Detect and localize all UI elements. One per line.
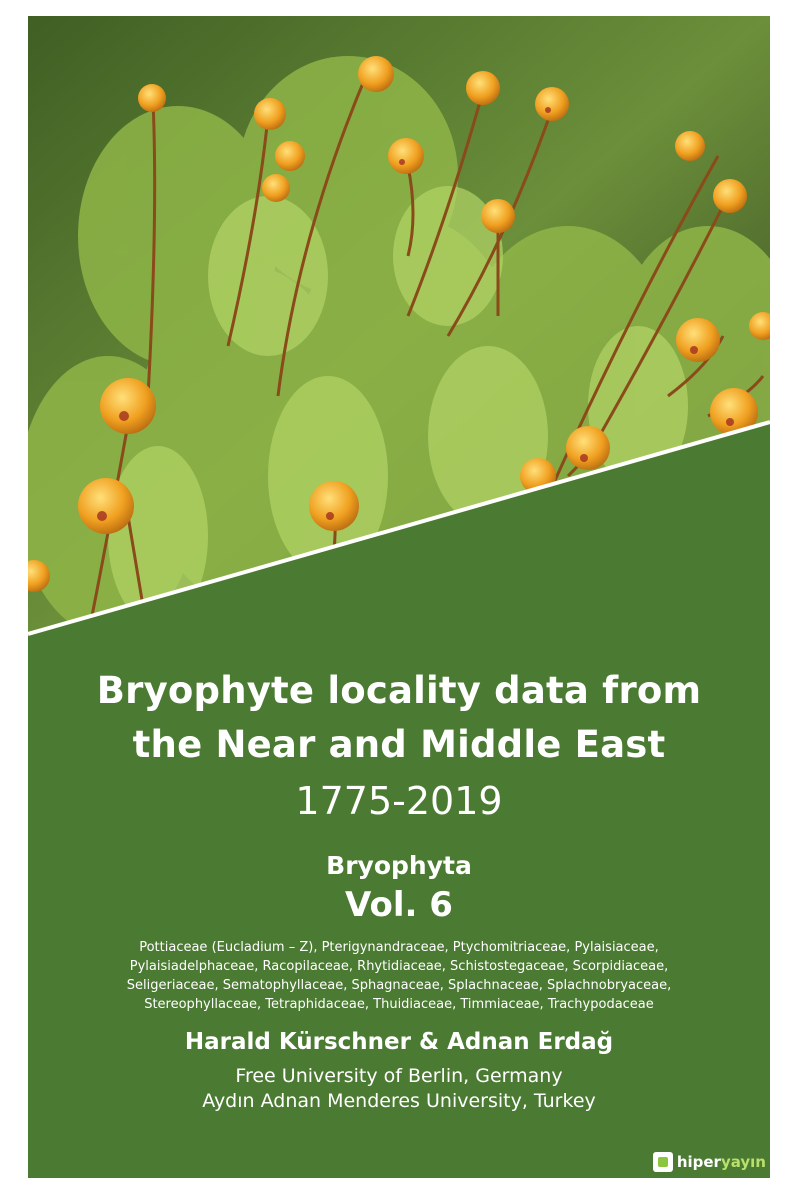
book-title xyxy=(28,664,770,772)
book-cover xyxy=(28,16,770,1178)
title-line-2: the Near and Middle East xyxy=(132,723,666,766)
publisher-icon xyxy=(653,1152,673,1172)
volume-label: Vol. 6 xyxy=(345,885,453,925)
authors: Harald Kürschner & Adnan Erdağ xyxy=(184,1029,614,1055)
publisher-logo xyxy=(653,1152,766,1172)
affiliation-2: Aydın Adnan Menderes University, Turkey xyxy=(202,1090,596,1112)
family-list-line: Pottiaceae (Eucladium – Z), Pterigynandraceae, Ptychomitriaceae, Pylaisiaceae, xyxy=(139,940,659,955)
affiliations xyxy=(28,1064,770,1114)
affiliation-1: Free University of Berlin, Germany xyxy=(235,1065,563,1087)
family-list-line: Pylaisiadelphaceae, Racopilaceae, Rhytidiaceae, Schistostegaceae, Scorpidiaceae, xyxy=(129,959,669,974)
cover-photo xyxy=(28,16,770,656)
family-list-line: Seligeriaceae, Sematophyllaceae, Sphagnaceae, Splachnaceae, Splachnobryaceae, xyxy=(126,978,672,993)
publisher-name: hiperyayın xyxy=(676,1153,766,1171)
moss-photo-illustration xyxy=(28,16,770,656)
title-line-1: Bryophyte locality data from xyxy=(96,669,702,712)
year-range: 1775-2019 xyxy=(295,779,503,823)
cover-text xyxy=(28,656,770,1114)
family-list xyxy=(37,938,762,1014)
family-list-line: Stereophyllaceae, Tetraphidaceae, Thuidiaceae, Timmiaceae, Trachypodaceae xyxy=(144,997,654,1012)
phylum-label: Bryophyta xyxy=(326,851,472,880)
